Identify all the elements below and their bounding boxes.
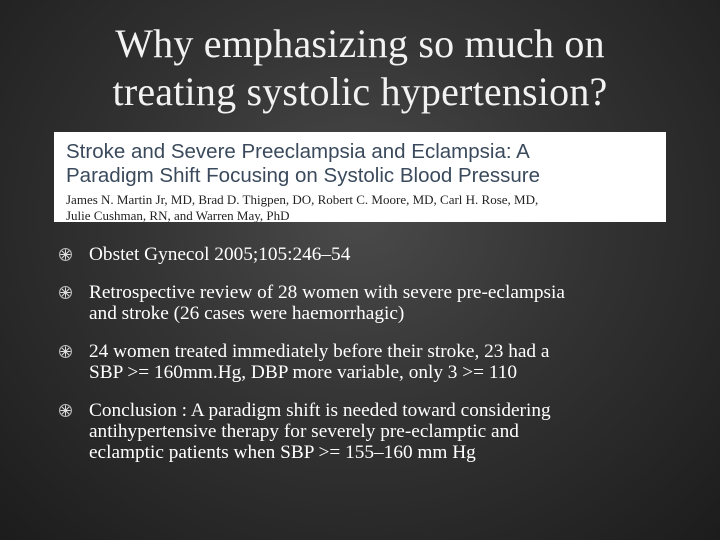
- bullet-line: 24 women treated immediately before their stroke, 23 had a: [89, 341, 550, 362]
- paper-header-image: [54, 132, 666, 222]
- bullet-list: [58, 244, 698, 480]
- slide-title: [40, 20, 680, 116]
- bullet-text: [89, 400, 698, 463]
- bullet-item: [58, 341, 698, 383]
- paper-authors-line: James N. Martin Jr, MD, Brad D. Thigpen, DO, Robert C. Moore, MD, Carl H. Rose, MD,: [66, 192, 539, 207]
- starburst-bullet-icon: [58, 247, 73, 262]
- bullet-line: antihypertensive therapy for severely pre-eclamptic and: [89, 421, 519, 442]
- paper-title: [66, 140, 666, 188]
- bullet-line: SBP >= 160mm.Hg, DBP more variable, only 3 >= 110: [89, 362, 518, 383]
- bullet-text: [89, 244, 698, 265]
- paper-title-line: Paradigm Shift Focusing on Systolic Blood Pressure: [66, 164, 541, 187]
- bullet-line: and stroke (26 cases were haemorrhagic): [89, 303, 405, 324]
- slide-title-line: treating systolic hypertension?: [112, 69, 608, 114]
- starburst-bullet-icon: [58, 344, 73, 359]
- bullet-item: [58, 400, 698, 463]
- bullet-line: eclamptic patients when SBP >= 155–160 mm Hg: [89, 442, 476, 463]
- bullet-line: Conclusion : A paradigm shift is needed toward considering: [89, 400, 551, 421]
- slide-title-line: Why emphasizing so much on: [115, 21, 605, 66]
- bullet-line: Obstet Gynecol 2005;105:246–54: [89, 244, 351, 265]
- starburst-bullet-icon: [58, 285, 73, 300]
- bullet-text: [89, 341, 698, 383]
- paper-title-line: Stroke and Severe Preeclampsia and Eclampsia: A: [66, 140, 530, 163]
- bullet-item: [58, 282, 698, 324]
- bullet-item: [58, 244, 698, 265]
- bullet-text: [89, 282, 698, 324]
- bullet-line: Retrospective review of 28 women with severe pre-eclampsia: [89, 282, 565, 303]
- paper-authors-line: Julie Cushman, RN, and Warren May, PhD: [66, 208, 290, 222]
- paper-authors: [66, 192, 666, 222]
- starburst-bullet-icon: [58, 403, 73, 418]
